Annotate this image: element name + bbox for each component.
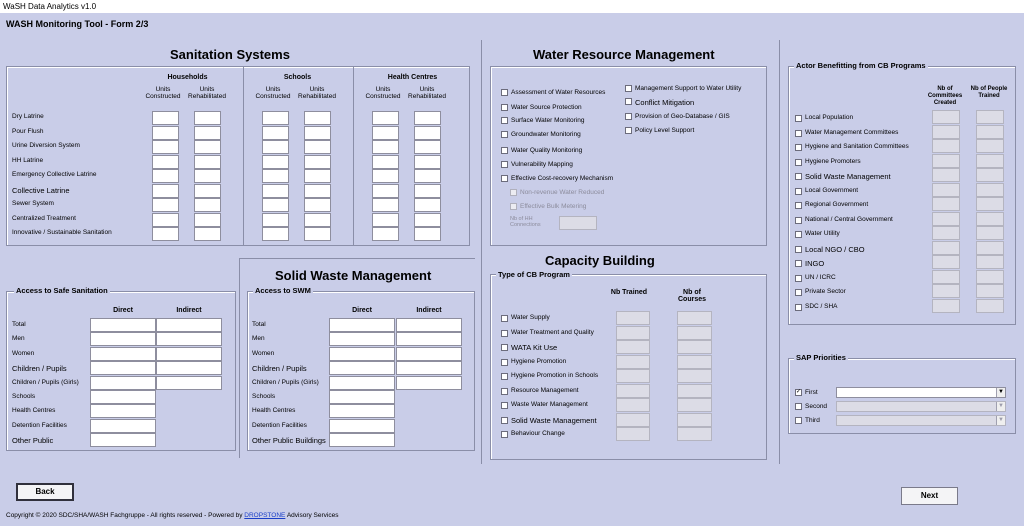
actor-checkbox[interactable] (795, 217, 802, 224)
nb-courses-input[interactable] (677, 427, 712, 441)
access-row-label: Health Centres (252, 407, 296, 415)
indirect-input[interactable] (156, 318, 222, 332)
form-title: WASH Monitoring Tool - Form 2/3 (6, 19, 149, 29)
constructed-header: Units Constructed (145, 86, 181, 100)
nb-courses-input[interactable] (677, 355, 712, 369)
nb-people-input[interactable] (976, 226, 1004, 240)
access-row-label: Total (12, 321, 26, 328)
sap-label: Second (805, 403, 828, 410)
access-row-label: Children / Pupils (Girls) (12, 378, 79, 386)
units-constructed-input[interactable] (262, 140, 289, 154)
units-constructed-input[interactable] (262, 155, 289, 169)
access-row-label: Men (252, 335, 265, 343)
wrm-checkbox[interactable] (501, 104, 508, 111)
rehabilitated-header: Units Rehabilitated (408, 86, 446, 100)
access-row-label: Other Public (12, 436, 54, 446)
constructed-header: Units Constructed (255, 86, 291, 100)
units-rehabilitated-input[interactable] (414, 227, 441, 241)
sap-priority-select[interactable] (836, 401, 1006, 412)
actor-checkbox[interactable] (795, 246, 802, 253)
wrm-item-label: Conflict Mitigation (635, 98, 695, 107)
sanitation-row-label: Sewer System (12, 200, 54, 207)
direct-input[interactable] (90, 404, 156, 418)
sanitation-divider-2 (353, 66, 354, 246)
actor-checkbox[interactable] (795, 275, 802, 282)
units-constructed-input[interactable] (372, 198, 399, 212)
sap-priority-select[interactable] (836, 415, 1006, 426)
nb-people-input[interactable] (976, 212, 1004, 226)
actor-checkbox[interactable] (795, 159, 802, 166)
nb-people-input[interactable] (976, 299, 1004, 313)
sanitation-row-label: Collective Latrine (12, 185, 70, 195)
access-row-label: Other Public Buildings (252, 436, 326, 446)
actor-checkbox[interactable] (795, 304, 802, 311)
cb-program-checkbox[interactable] (501, 417, 508, 424)
direct-input[interactable] (329, 390, 395, 404)
capacity-courses-header: Nb of Courses (677, 289, 706, 303)
nb-committees-input[interactable] (932, 110, 960, 124)
actor-label: Solid Waste Management (805, 172, 891, 181)
column-divider-left (481, 40, 482, 464)
actor-checkbox[interactable] (795, 231, 802, 238)
sanitation-row-label: Centralized Treatment (12, 214, 76, 222)
cb-program-checkbox[interactable] (501, 373, 508, 380)
hh-connections-input[interactable] (559, 216, 597, 230)
units-rehabilitated-input[interactable] (304, 140, 331, 154)
direct-input[interactable] (90, 376, 156, 390)
wrm-sub-label: Non-revenue Water Reduced (520, 189, 605, 196)
access-row-label: Total (252, 321, 266, 328)
units-constructed-input[interactable] (372, 184, 399, 198)
direct-input[interactable] (90, 332, 156, 346)
hh-connections-label: Nb of HH Connections (510, 216, 541, 228)
units-rehabilitated-input[interactable] (414, 169, 441, 183)
units-rehabilitated-input[interactable] (304, 111, 331, 125)
wrm-checkbox[interactable] (625, 127, 632, 134)
nb-trained-input[interactable] (616, 384, 650, 398)
access-row-label: Men (12, 335, 25, 343)
indirect-input[interactable] (156, 361, 222, 375)
wrm-item-label: Vulnerability Mapping (511, 161, 573, 168)
direct-input[interactable] (90, 419, 156, 433)
wrm-item-label: Provision of Geo-Database / GIS (635, 113, 730, 120)
units-constructed-input[interactable] (152, 126, 179, 140)
units-rehabilitated-input[interactable] (194, 155, 221, 169)
actor-label: Hygiene and Sanitation Committees (805, 143, 909, 150)
nb-people-input[interactable] (976, 241, 1004, 255)
cb-program-label: Hygiene Promotion (511, 357, 567, 365)
sanitation-row-label: Innovative / Sustainable Sanitation (12, 229, 112, 236)
constructed-header: Units Constructed (365, 86, 401, 100)
cb-program-checkbox[interactable] (501, 402, 508, 409)
swm-title: Solid Waste Management (275, 268, 432, 283)
sanitation-divider-1 (243, 66, 244, 246)
nb-trained-input[interactable] (616, 427, 650, 441)
direct-input[interactable] (329, 347, 395, 361)
nb-courses-input[interactable] (677, 311, 712, 325)
cb-program-label: Water Supply (511, 314, 550, 321)
cb-program-checkbox[interactable] (501, 330, 508, 337)
units-constructed-input[interactable] (262, 184, 289, 198)
direct-input[interactable] (329, 318, 395, 332)
nb-courses-input[interactable] (677, 340, 712, 354)
wrm-item-label: Surface Water Monitoring (511, 117, 585, 124)
units-rehabilitated-input[interactable] (304, 184, 331, 198)
units-rehabilitated-input[interactable] (304, 227, 331, 241)
sanitation-group-header: Households (167, 74, 208, 81)
access-row-label: Schools (12, 393, 36, 400)
actor-label: Regional Government (805, 201, 869, 208)
nb-courses-input[interactable] (677, 384, 712, 398)
wrm-sub-label: Effective Bulk Metering (520, 203, 587, 210)
nb-committees-input[interactable] (932, 226, 960, 240)
direct-input[interactable] (90, 347, 156, 361)
sanitation-row-label: Urine Diversion System (12, 142, 80, 149)
units-constructed-input[interactable] (152, 198, 179, 212)
nb-trained-input[interactable] (616, 311, 650, 325)
swm-indirect-header: Indirect (416, 307, 442, 314)
units-rehabilitated-input[interactable] (304, 155, 331, 169)
units-rehabilitated-input[interactable] (194, 198, 221, 212)
actor-label: Water Management Committees (805, 128, 899, 136)
wrm-item-label: Effective Cost-recovery Mechanism (511, 175, 614, 182)
nb-people-input[interactable] (976, 168, 1004, 182)
rehabilitated-header: Units Rehabilitated (188, 86, 226, 100)
wrm-checkbox[interactable] (501, 117, 508, 124)
actor-label: Local Population (805, 114, 854, 121)
nb-committees-input[interactable] (932, 270, 960, 284)
access-row-label: Detention Facilities (12, 421, 67, 429)
access-row-label: Women (252, 349, 275, 357)
actor-checkbox[interactable] (795, 144, 802, 151)
direct-input[interactable] (329, 332, 395, 346)
units-constructed-input[interactable] (372, 126, 399, 140)
units-rehabilitated-input[interactable] (304, 198, 331, 212)
actor-checkbox[interactable] (795, 173, 802, 180)
swm-left-divider (239, 258, 240, 458)
cb-program-checkbox[interactable] (501, 315, 508, 322)
units-rehabilitated-input[interactable] (304, 126, 331, 140)
access-sanitation-indirect-header: Indirect (176, 307, 202, 314)
wrm-checkbox[interactable] (625, 98, 632, 105)
window-title: WaSH Data Analytics v1.0 (0, 0, 1024, 13)
actor-label: SDC / SHA (805, 302, 838, 310)
access-row-label: Health Centres (12, 407, 56, 415)
units-constructed-input[interactable] (152, 213, 179, 227)
actors-committees-header: Nb of Committees Created (927, 86, 963, 106)
nb-people-input[interactable] (976, 284, 1004, 298)
units-constructed-input[interactable] (372, 227, 399, 241)
direct-input[interactable] (329, 404, 395, 418)
sanitation-row-label: HH Latrine (12, 156, 44, 164)
wrm-item-label: Policy Level Support (635, 127, 695, 134)
cb-program-label: Waste Water Management (511, 401, 588, 408)
actor-label: Local NGO / CBO (805, 244, 865, 254)
cb-program-checkbox[interactable] (501, 431, 508, 438)
access-row-label: Women (12, 349, 35, 357)
units-rehabilitated-input[interactable] (194, 140, 221, 154)
units-constructed-input[interactable] (372, 111, 399, 125)
nb-committees-input[interactable] (932, 255, 960, 269)
wrm-checkbox[interactable] (625, 113, 632, 120)
nb-people-input[interactable] (976, 154, 1004, 168)
wrm-sub-checkbox[interactable] (510, 203, 517, 210)
back-button[interactable]: Back (16, 483, 74, 501)
chevron-down-icon[interactable]: ▼ (996, 388, 1005, 397)
wrm-checkbox[interactable] (501, 147, 508, 154)
nb-people-input[interactable] (976, 197, 1004, 211)
nb-people-input[interactable] (976, 125, 1004, 139)
nb-people-input[interactable] (976, 270, 1004, 284)
swm-top-divider (239, 258, 475, 259)
actor-checkbox[interactable] (795, 130, 802, 137)
units-rehabilitated-input[interactable] (194, 184, 221, 198)
direct-input[interactable] (329, 419, 395, 433)
indirect-input[interactable] (156, 332, 222, 346)
units-constructed-input[interactable] (372, 140, 399, 154)
access-row-label: Children / Pupils (252, 364, 307, 374)
nb-committees-input[interactable] (932, 125, 960, 139)
units-rehabilitated-input[interactable] (194, 227, 221, 241)
wrm-checkbox[interactable] (501, 175, 508, 182)
units-constructed-input[interactable] (262, 126, 289, 140)
wrm-checkbox[interactable] (501, 89, 508, 96)
direct-input[interactable] (329, 433, 395, 447)
actor-label: National / Central Government (805, 215, 893, 223)
direct-input[interactable] (90, 361, 156, 375)
nb-committees-input[interactable] (932, 168, 960, 182)
footer-link[interactable]: DROPSTONE (244, 512, 286, 519)
cb-program-label: Resource Management (511, 386, 579, 394)
swm-access-title: Access to SWM (255, 286, 311, 295)
indirect-input[interactable] (396, 361, 462, 375)
footer (6, 512, 338, 519)
cb-program-label: Hygiene Promotion in Schools (511, 372, 599, 379)
nb-courses-input[interactable] (677, 326, 712, 340)
wrm-item-label: Water Quality Monitoring (511, 147, 583, 154)
actor-label: Private Sector (805, 288, 846, 295)
units-constructed-input[interactable] (372, 213, 399, 227)
units-rehabilitated-input[interactable] (304, 213, 331, 227)
access-row-label: Detention Facilities (252, 421, 307, 429)
actor-checkbox[interactable] (795, 260, 802, 267)
actor-checkbox[interactable] (795, 289, 802, 296)
indirect-input[interactable] (156, 347, 222, 361)
indirect-input[interactable] (396, 332, 462, 346)
indirect-input[interactable] (396, 347, 462, 361)
direct-input[interactable] (90, 390, 156, 404)
units-rehabilitated-input[interactable] (414, 111, 441, 125)
nb-trained-input[interactable] (616, 326, 650, 340)
cb-program-checkbox[interactable] (501, 388, 508, 395)
units-rehabilitated-input[interactable] (414, 184, 441, 198)
rehabilitated-header: Units Rehabilitated (298, 86, 336, 100)
capacity-trained-header: Nb Trained (610, 289, 648, 296)
units-constructed-input[interactable] (152, 169, 179, 183)
cb-program-checkbox[interactable] (501, 344, 508, 351)
actor-checkbox[interactable] (795, 188, 802, 195)
wrm-checkbox[interactable] (501, 131, 508, 138)
sap-checkbox[interactable]: ✓ (796, 389, 802, 395)
cb-program-checkbox[interactable] (501, 359, 508, 366)
sanitation-row-label: Emergency Collective Latrine (12, 171, 97, 178)
units-constructed-input[interactable] (262, 213, 289, 227)
sap-label: First (805, 389, 818, 396)
actor-checkbox[interactable] (795, 202, 802, 209)
nb-people-input[interactable] (976, 110, 1004, 124)
access-sanitation-title: Access to Safe Sanitation (16, 286, 108, 295)
direct-input[interactable] (329, 361, 395, 375)
sap-label: Third (805, 417, 820, 424)
sap-checkbox[interactable] (795, 417, 802, 424)
actor-label: UN / ICRC (805, 273, 836, 281)
actor-checkbox[interactable] (795, 115, 802, 122)
nb-committees-input[interactable] (932, 197, 960, 211)
sap-title: SAP Priorities (796, 353, 846, 362)
nb-committees-input[interactable] (932, 139, 960, 153)
nb-trained-input[interactable] (616, 355, 650, 369)
actor-label: Water Utility (805, 230, 840, 237)
units-rehabilitated-input[interactable] (414, 155, 441, 169)
wrm-item-label: Assessment of Water Resources (511, 89, 606, 96)
access-row-label: Children / Pupils (Girls) (252, 378, 319, 386)
indirect-input[interactable] (156, 376, 222, 390)
units-rehabilitated-input[interactable] (194, 169, 221, 183)
direct-input[interactable] (329, 376, 395, 390)
units-constructed-input[interactable] (152, 111, 179, 125)
sanitation-row-label: Dry Latrine (12, 113, 44, 120)
nb-trained-input[interactable] (616, 340, 650, 354)
units-constructed-input[interactable] (262, 169, 289, 183)
nb-trained-input[interactable] (616, 369, 650, 383)
wrm-item-label: Management Support to Water Utility (635, 85, 742, 92)
nb-people-input[interactable] (976, 183, 1004, 197)
wrm-item-label: Groundwater Monitoring (511, 131, 581, 138)
units-constructed-input[interactable] (152, 227, 179, 241)
access-sanitation-direct-header: Direct (113, 307, 133, 314)
nb-trained-input[interactable] (616, 398, 650, 412)
units-rehabilitated-input[interactable] (194, 213, 221, 227)
actor-label: Local Government (805, 186, 859, 194)
cb-program-label: Solid Waste Management (511, 415, 597, 425)
nb-committees-input[interactable] (932, 183, 960, 197)
chevron-down-icon[interactable]: ▼ (996, 416, 1005, 425)
units-constructed-input[interactable] (152, 155, 179, 169)
cb-program-label: Water Treatment and Quality (511, 328, 594, 336)
column-divider-right (779, 40, 780, 464)
cb-program-label: WATA Kit Use (511, 343, 558, 352)
indirect-input[interactable] (396, 376, 462, 390)
nb-committees-input[interactable] (932, 241, 960, 255)
units-constructed-input[interactable] (152, 140, 179, 154)
sap-checkbox[interactable] (795, 403, 802, 410)
wrm-title: Water Resource Management (533, 47, 715, 62)
capacity-title: Capacity Building (545, 253, 655, 268)
access-row-label: Schools (252, 393, 276, 400)
wrm-item-label: Water Source Protection (511, 104, 582, 111)
units-constructed-input[interactable] (372, 155, 399, 169)
footer-suffix: Advisory Services (286, 512, 339, 519)
units-constructed-input[interactable] (262, 198, 289, 212)
wrm-checkbox[interactable] (501, 161, 508, 168)
units-constructed-input[interactable] (262, 227, 289, 241)
sanitation-title: Sanitation Systems (170, 47, 290, 62)
nb-committees-input[interactable] (932, 154, 960, 168)
direct-input[interactable] (90, 318, 156, 332)
sanitation-row-label: Pour Flush (12, 127, 44, 135)
units-rehabilitated-input[interactable] (304, 169, 331, 183)
swm-direct-header: Direct (352, 307, 372, 314)
nb-trained-input[interactable] (616, 413, 650, 427)
cb-program-label: Behaviour Change (511, 430, 565, 437)
next-button[interactable]: Next (901, 487, 958, 505)
units-rehabilitated-input[interactable] (194, 126, 221, 140)
sanitation-group-header: Health Centres (387, 74, 438, 81)
wrm-checkbox[interactable] (625, 85, 632, 92)
units-rehabilitated-input[interactable] (194, 111, 221, 125)
nb-courses-input[interactable] (677, 369, 712, 383)
access-row-label: Children / Pupils (12, 364, 67, 374)
wrm-sub-checkbox[interactable] (510, 189, 517, 196)
nb-committees-input[interactable] (932, 299, 960, 313)
nb-committees-input[interactable] (932, 284, 960, 298)
actor-label: INGO (805, 259, 825, 268)
footer-copyright: Copyright © 2020 SDC/SHA/WASH Fachgruppe - All rights reserved - Powered by (6, 512, 243, 519)
indirect-input[interactable] (396, 318, 462, 332)
actors-title: Actor Benefitting from CB Programs (796, 61, 926, 70)
actor-label: Hygiene Promoters (805, 157, 861, 165)
nb-committees-input[interactable] (932, 212, 960, 226)
units-rehabilitated-input[interactable] (414, 126, 441, 140)
sap-priority-select[interactable] (836, 387, 1006, 398)
nb-courses-input[interactable] (677, 398, 712, 412)
direct-input[interactable] (90, 433, 156, 447)
nb-people-input[interactable] (976, 139, 1004, 153)
sanitation-group-header: Schools (283, 74, 312, 81)
units-constructed-input[interactable] (152, 184, 179, 198)
units-constructed-input[interactable] (262, 111, 289, 125)
capacity-type-title: Type of CB Program (498, 270, 570, 279)
units-constructed-input[interactable] (372, 169, 399, 183)
units-rehabilitated-input[interactable] (414, 198, 441, 212)
actors-people-header: Nb of People Trained (970, 86, 1008, 99)
nb-people-input[interactable] (976, 255, 1004, 269)
units-rehabilitated-input[interactable] (414, 140, 441, 154)
units-rehabilitated-input[interactable] (414, 213, 441, 227)
chevron-down-icon[interactable]: ▼ (996, 402, 1005, 411)
nb-courses-input[interactable] (677, 413, 712, 427)
